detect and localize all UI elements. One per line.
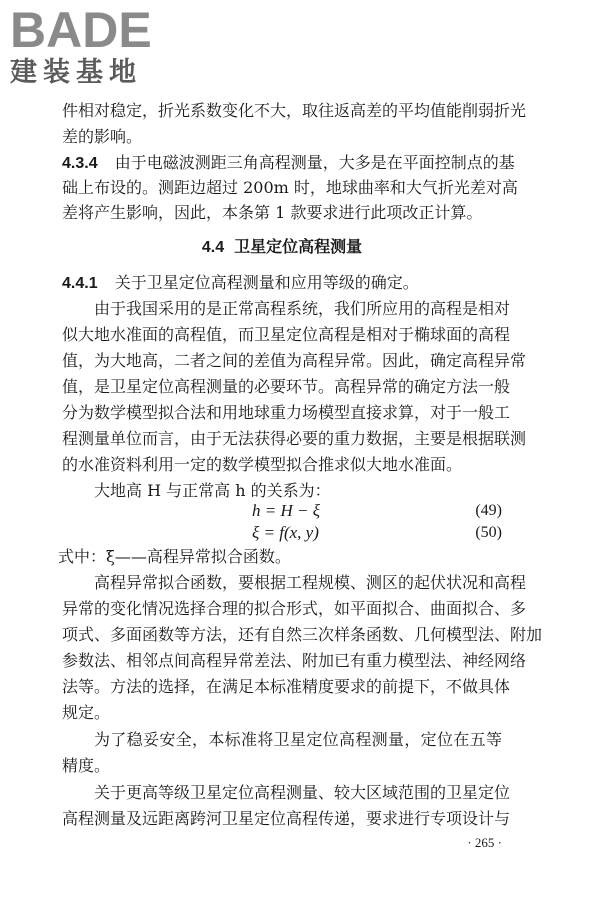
bade-logo (10, 4, 180, 90)
text-line: 式中：ξ——高程异常拟合函数。 (58, 547, 291, 566)
text-line: 项式、多面函数等方法，还有自然三次样条函数、几何模型法、附加 (62, 625, 543, 644)
equation-formula: ξ = f(x, y) (252, 523, 319, 542)
logo-subtitle: 建装基地 (10, 57, 142, 88)
text-line: 大地高 H 与正常高 h 的关系为： (94, 481, 331, 500)
text-line: 参数法、相邻点间高程异常差法、附加已有重力模型法、神经网络 (62, 651, 527, 670)
text-line: 精度。 (62, 756, 111, 775)
text-line: 件相对稳定，折光系数变化不大，取往返高差的平均值能削弱折光 (62, 101, 527, 120)
equation-number: (49) (475, 502, 502, 519)
text-line: 差的影响。 (62, 127, 143, 146)
section-heading (62, 236, 502, 259)
text-line: 关于更高等级卫星定位高程测量、较大区域范围的卫星定位 (94, 783, 511, 802)
text-line: 似大地水准面的高程值，而卫星定位高程是相对于椭球面的高程 (62, 325, 511, 344)
text-line: 异常的变化情况选择合理的拟合形式，如平面拟合、曲面拟合、多 (62, 599, 527, 618)
text-line: 为了稳妥安全，本标准将卫星定位高程测量，定位在五等 (94, 730, 502, 749)
text-line: 规定。 (62, 703, 111, 722)
section-number: 4.3.4 (62, 155, 98, 172)
text-line: 差将产生影响，因此，本条第 1 款要求进行此项改正计算。 (62, 203, 483, 222)
text-line: 由于我国采用的是正常高程系统，我们所应用的高程是相对 (94, 299, 511, 318)
text-line: 高程异常拟合函数，要根据工程规模、测区的起伏状况和高程 (94, 573, 527, 592)
section-4-4-1-line (62, 272, 419, 295)
heading-title: 卫星定位高程测量 (234, 237, 363, 256)
text-line: 由于电磁波测距三角高程测量，大多是在平面控制点的基 (114, 153, 515, 172)
text-line: 程测量单位而言，由于无法获得必要的重力数据，主要是根据联测 (62, 429, 527, 448)
logo-wordmark: BADE (10, 2, 152, 58)
equation-formula: h = H − ξ (252, 501, 320, 520)
section-number: 4.4.1 (62, 275, 98, 292)
text-line: 高程测量及远距离跨河卫星定位高程传递，要求进行专项设计与 (62, 809, 511, 828)
equation-number: (50) (475, 524, 502, 541)
text-line: 值，为大地高，二者之间的差值为高程异常。因此，确定高程异常 (62, 351, 527, 370)
heading-number: 4.4 (201, 239, 225, 256)
text-line: 关于卫星定位高程测量和应用等级的确定。 (114, 273, 419, 292)
text-line: 法等。方法的选择，在满足本标准精度要求的前提下，不做具体 (62, 677, 511, 696)
text-line: 的水准资料利用一定的数学模型拟合推求似大地水准面。 (62, 455, 463, 474)
section-4-3-4-line (62, 152, 515, 175)
text-line: 础上布设的。测距边超过 200m 时，地球曲率和大气折光差对高 (62, 178, 518, 197)
page-number: · 265 · (467, 835, 502, 850)
text-line: 值，是卫星定位高程测量的必要环节。高程异常的确定方法一般 (62, 377, 511, 396)
text-line: 分为数学模型拟合法和用地球重力场模型直接求算，对于一般工 (62, 403, 511, 422)
